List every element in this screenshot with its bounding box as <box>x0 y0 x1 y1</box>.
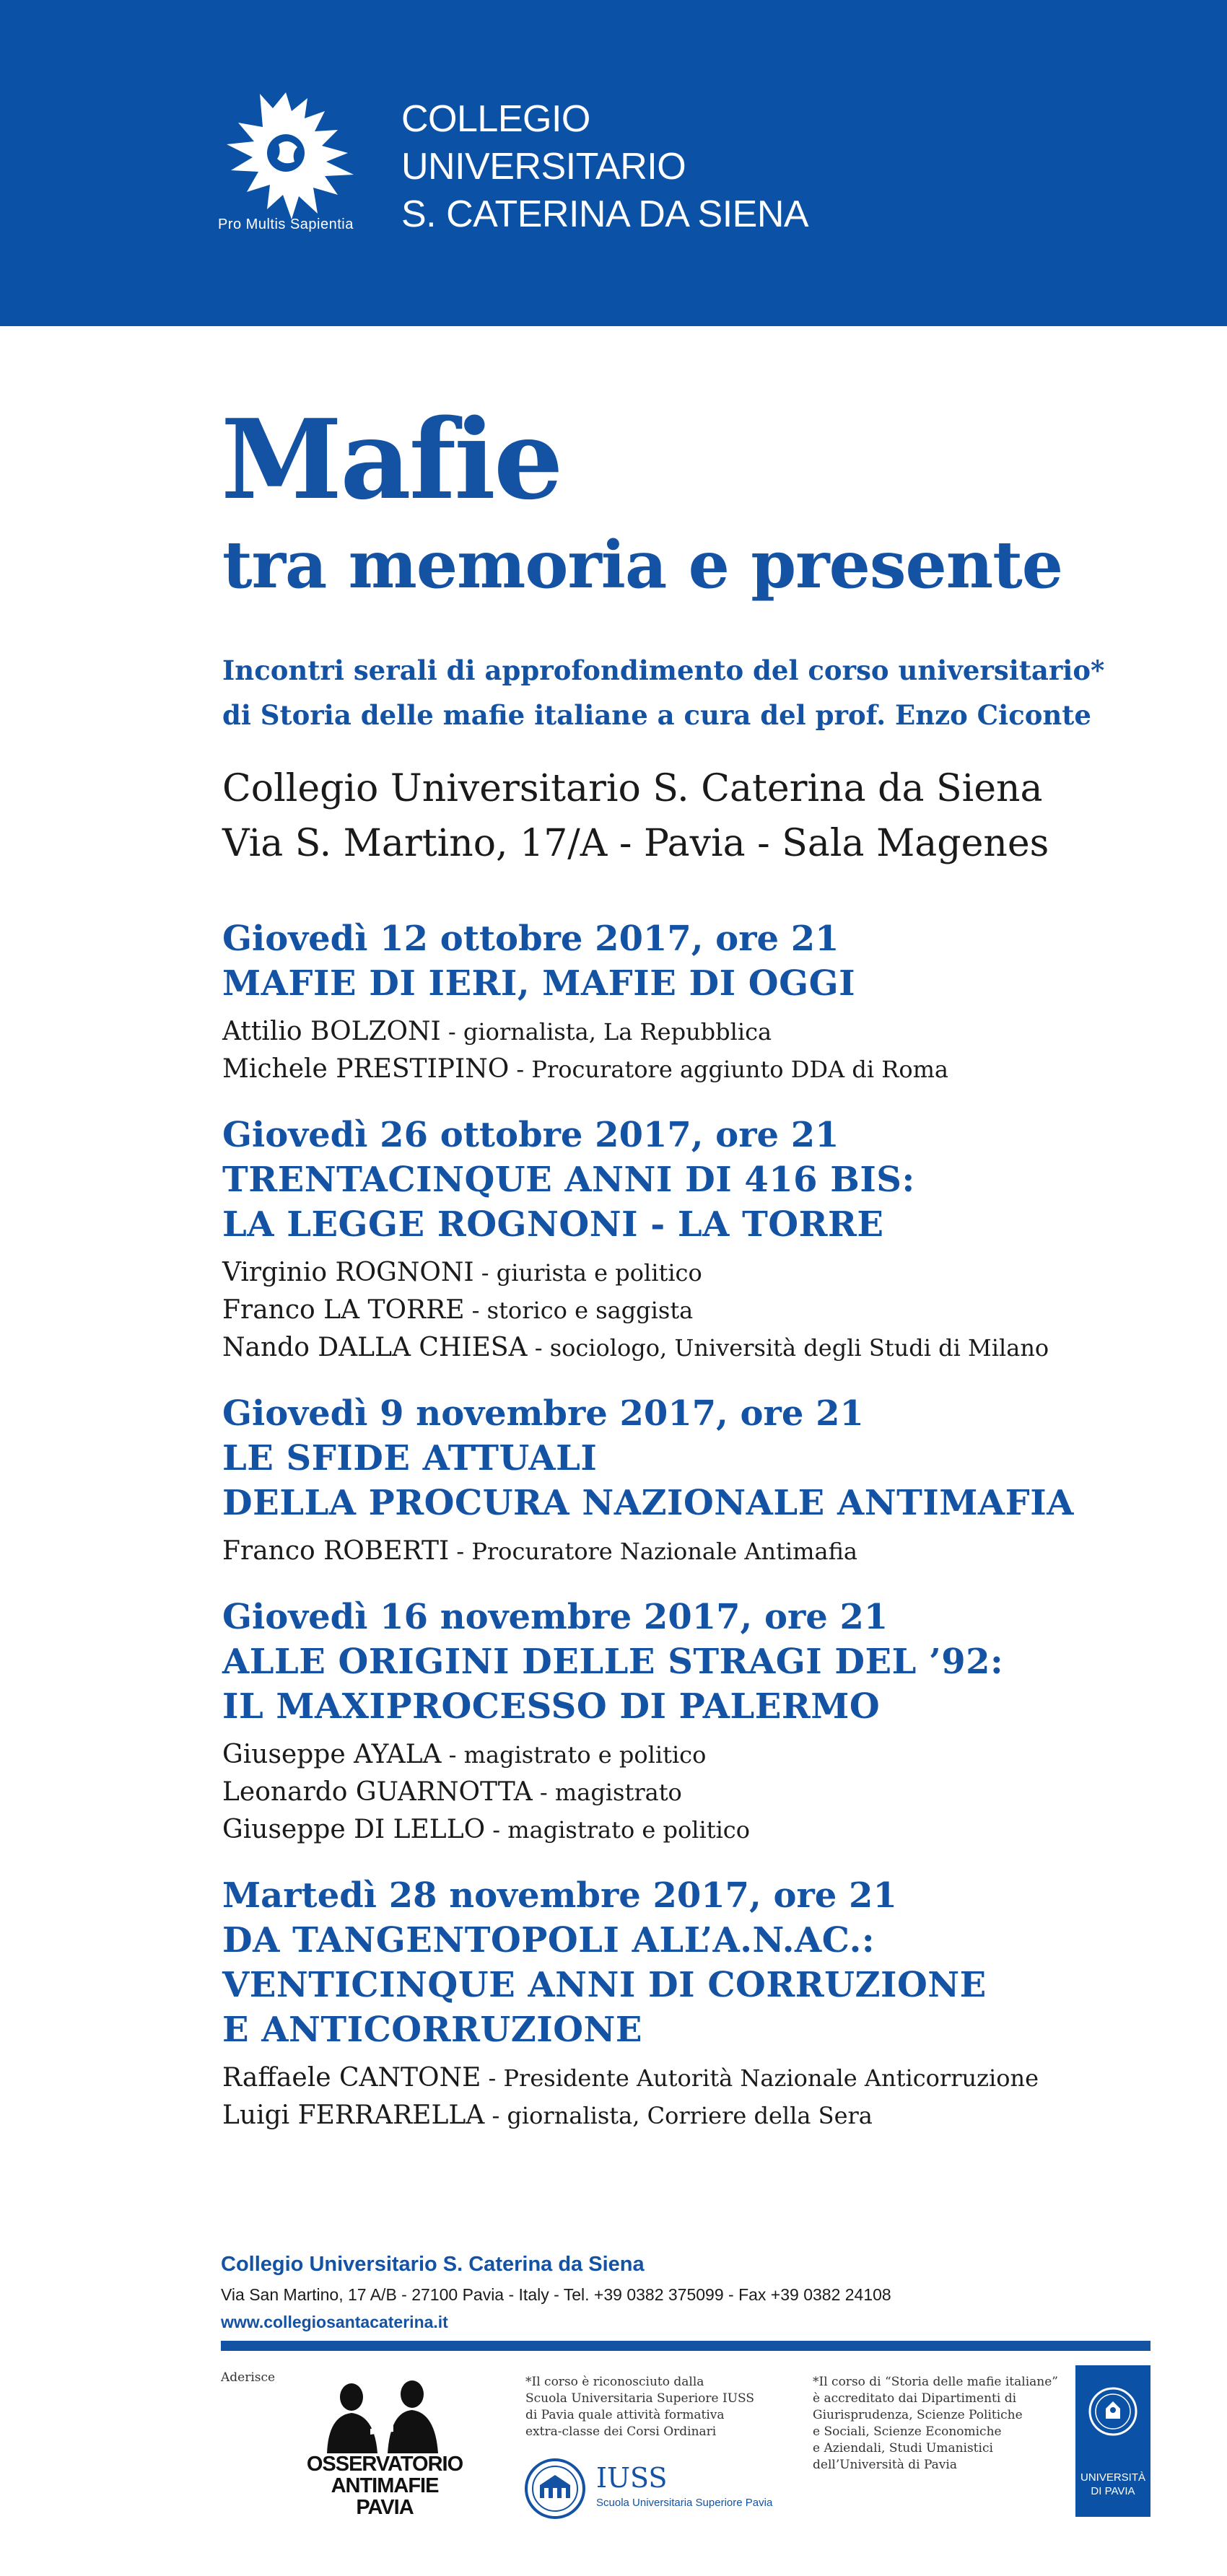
speaker-name: Attilio BOLZONI <box>222 1017 441 1046</box>
venue-line: Collegio Universitario S. Caterina da Siena <box>222 767 1043 810</box>
departments-note-line: *Il corso di “Storia delle mafie italiane” <box>813 2375 1058 2389</box>
speaker <box>222 1329 1161 1367</box>
departments-note-line: dell’Università di Pavia <box>813 2458 957 2472</box>
speaker-role: - giornalista, La Repubblica <box>440 1018 772 1046</box>
event-item <box>222 1873 1161 2134</box>
event-title: VENTICINQUE ANNI DI CORRUZIONE <box>222 1965 987 2005</box>
iuss-note <box>525 2374 754 2440</box>
speaker-role: - Presidente Autorità Nazionale Anticorruzione <box>481 2064 1039 2092</box>
event-date: Giovedì 26 ottobre 2017, ore 21 <box>222 1115 839 1155</box>
footer-address: Via San Martino, 17 A/B - 27100 Pavia - Italy - Tel. +39 0382 375099 - Fax +39 0382 24108 <box>221 2285 891 2304</box>
iuss-full-name: Scuola Universitaria Superiore Pavia <box>596 2497 773 2509</box>
event-date: Giovedì 16 novembre 2017, ore 21 <box>222 1597 888 1637</box>
speaker-role: - magistrato e politico <box>485 1816 750 1844</box>
institution-name-line: UNIVERSITARIO <box>401 146 686 188</box>
speaker-role: - magistrato <box>532 1779 682 1806</box>
speaker <box>222 1292 1161 1329</box>
speaker-role: - magistrato e politico <box>441 1741 707 1769</box>
footer-contact <box>221 2248 891 2336</box>
speaker-list <box>222 1013 1161 1088</box>
speaker <box>222 1013 1161 1051</box>
poster-title: Mafie <box>221 395 562 524</box>
iuss-note-line: di Pavia quale attività formativa <box>525 2408 725 2422</box>
event-title: E ANTICORRUZIONE <box>222 2010 643 2050</box>
speaker-role: - Procuratore aggiunto DDA di Roma <box>509 1056 948 1083</box>
iuss-seal-icon <box>523 2456 588 2521</box>
event-title: LE SFIDE ATTUALI <box>222 1438 598 1478</box>
speaker-role: - giurista e politico <box>473 1259 702 1287</box>
speaker <box>222 1533 1161 1570</box>
event-date: Giovedì 9 novembre 2017, ore 21 <box>222 1393 864 1434</box>
speaker-name: Giuseppe AYALA <box>222 1740 442 1769</box>
event-title: LA LEGGE ROGNONI - LA TORRE <box>222 1204 884 1245</box>
universita-name-line: UNIVERSITÀ <box>1080 2471 1145 2484</box>
event-item <box>222 1391 1161 1570</box>
institution-name <box>401 95 808 238</box>
event-list <box>222 916 1161 2159</box>
institution-name-line: S. CATERINA DA SIENA <box>401 193 809 235</box>
event-item <box>222 916 1161 1088</box>
footer-divider <box>221 2341 1150 2351</box>
speaker <box>222 1811 1161 1849</box>
speaker-role: - giornalista, Corriere della Sera <box>484 2102 873 2129</box>
speaker-name: Raffaele CANTONE <box>222 2063 481 2093</box>
institution-name-line: COLLEGIO <box>401 98 590 140</box>
speaker-list <box>222 1533 1161 1570</box>
speaker-list <box>222 2059 1161 2134</box>
speaker-name: Franco LA TORRE <box>222 1295 465 1325</box>
event-title: TRENTACINQUE ANNI DI 416 BIS: <box>222 1160 915 1200</box>
intro-text <box>222 648 1104 737</box>
speaker-name: Virginio ROGNONI <box>222 1258 474 1287</box>
footer-website-link[interactable]: www.collegiosantacaterina.it <box>221 2313 448 2331</box>
venue-line: Via S. Martino, 17/A - Pavia - Sala Magenes <box>222 822 1049 865</box>
departments-note-line: e Aziendali, Studi Umanistici <box>813 2441 993 2455</box>
speaker <box>222 2097 1161 2134</box>
speaker-role: - sociologo, Università degli Studi di Milano <box>527 1334 1049 1362</box>
motto: Pro Multis Sapientia <box>218 216 354 232</box>
aderisce-label: Aderisce <box>221 2370 276 2385</box>
speaker-name: Michele PRESTIPINO <box>222 1054 510 1084</box>
event-title: MAFIE DI IERI, MAFIE DI OGGI <box>222 963 856 1004</box>
speaker-name: Franco ROBERTI <box>222 1536 450 1566</box>
speaker-list <box>222 1254 1161 1367</box>
osservatorio-logo <box>302 2453 468 2518</box>
event-title: DA TANGENTOPOLI ALL’A.N.AC.: <box>222 1920 876 1961</box>
osservatorio-logo-line: ANTIMAFIE PAVIA <box>331 2474 439 2519</box>
departments-note-line: Giurisprudenza, Scienze Politiche <box>813 2408 1023 2422</box>
speaker-name: Giuseppe DI LELLO <box>222 1815 486 1844</box>
iuss-note-line: *Il corso è riconosciuto dalla <box>525 2375 704 2389</box>
universita-name-line: DI PAVIA <box>1091 2485 1135 2497</box>
speaker-list <box>222 1736 1161 1849</box>
universita-pavia-logo <box>1075 2365 1150 2517</box>
speaker <box>222 1254 1161 1292</box>
poster-subtitle: tra memoria e presente <box>222 527 1063 603</box>
footer-college-name: Collegio Universitario S. Caterina da Siena <box>221 2253 645 2276</box>
speaker-name: Nando DALLA CHIESA <box>222 1333 528 1362</box>
speaker <box>222 2059 1161 2097</box>
departments-note-line: è accreditato dai Dipartimenti di <box>813 2391 1017 2406</box>
speaker <box>222 1051 1161 1088</box>
event-date: Giovedì 12 ottobre 2017, ore 21 <box>222 919 839 959</box>
event-title: DELLA PROCURA NAZIONALE ANTIMAFIA <box>222 1483 1074 1523</box>
dragon-logo-icon <box>217 87 368 224</box>
departments-note <box>813 2374 1058 2474</box>
header-band <box>0 0 1227 326</box>
event-title: IL MAXIPROCESSO DI PALERMO <box>222 1686 881 1727</box>
event-item <box>222 1595 1161 1849</box>
event-title: ALLE ORIGINI DELLE STRAGI DEL ’92: <box>222 1642 1004 1682</box>
speaker <box>222 1774 1161 1811</box>
iuss-logo-text: IUSS <box>596 2462 668 2494</box>
departments-note-line: e Sociali, Scienze Economiche <box>813 2424 1002 2439</box>
speaker-name: Leonardo GUARNOTTA <box>222 1777 533 1807</box>
speaker-role: - storico e saggista <box>464 1297 694 1324</box>
venue <box>222 761 1049 871</box>
speaker-role: - Procuratore Nazionale Antimafia <box>449 1538 857 1565</box>
intro-line: Incontri serali di approfondimento del corso universitario* <box>222 654 1105 686</box>
iuss-note-line: extra-classe dei Corsi Ordinari <box>525 2424 717 2439</box>
intro-line: di Storia delle mafie italiane a cura del prof. Enzo Ciconte <box>222 699 1091 731</box>
event-item <box>222 1113 1161 1367</box>
osservatorio-logo-line: OSSERVATORIO <box>306 2453 463 2476</box>
universita-name <box>1075 2471 1150 2498</box>
universita-seal-icon <box>1087 2386 1139 2437</box>
iuss-note-line: Scuola Universitaria Superiore IUSS <box>525 2391 755 2406</box>
event-date: Martedì 28 novembre 2017, ore 21 <box>222 1875 897 1916</box>
speaker <box>222 1736 1161 1774</box>
speaker-name: Luigi FERRARELLA <box>222 2100 485 2130</box>
